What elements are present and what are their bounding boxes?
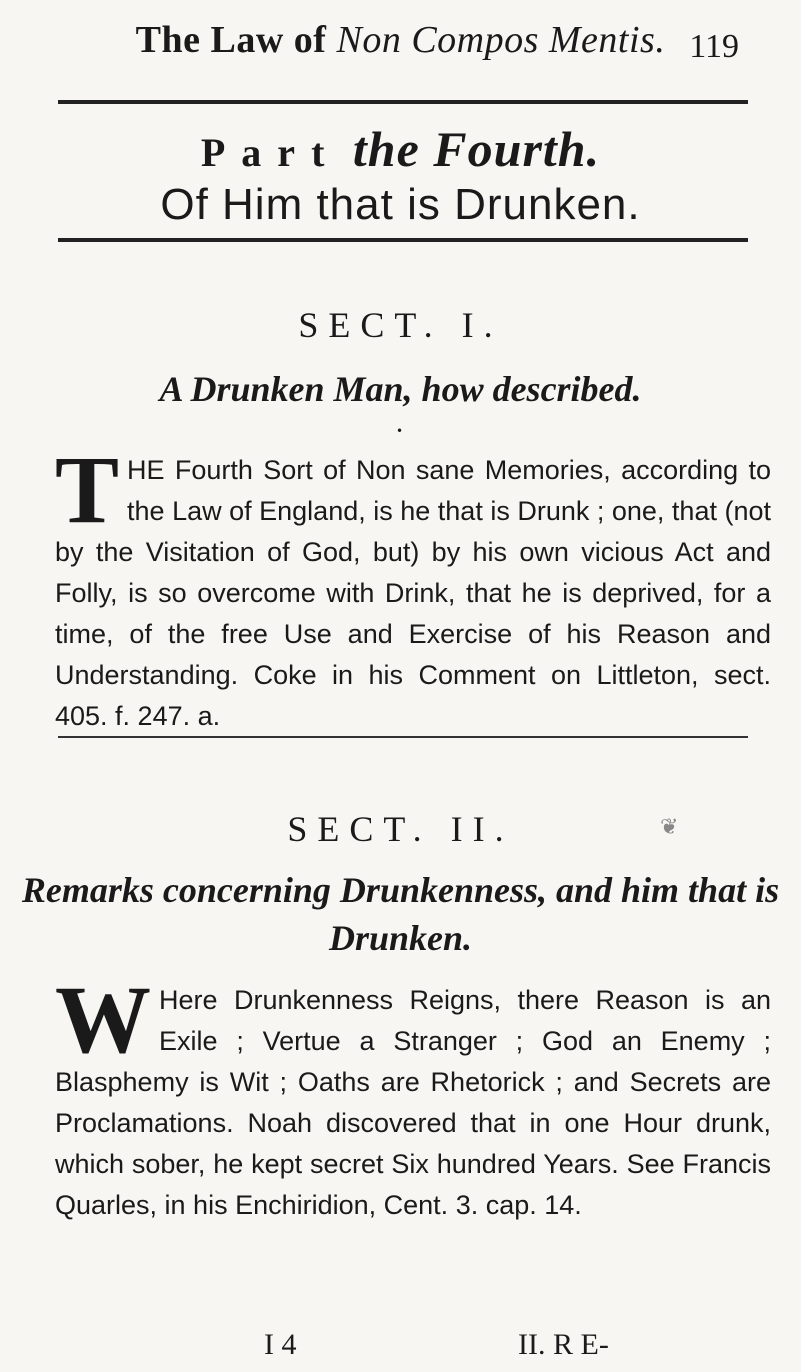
section-2-label: SECT. II. bbox=[287, 809, 514, 849]
section-1-label: SECT. I. bbox=[298, 305, 503, 345]
section-2-dropcap: W bbox=[55, 966, 151, 1073]
section-1-dropcap: T bbox=[55, 436, 120, 543]
section-2-paragraph bbox=[55, 966, 771, 1340]
running-head-blackletter: The Law of bbox=[135, 19, 327, 61]
running-head bbox=[0, 18, 801, 62]
section-1-heading: A Drunken Man, how described. bbox=[159, 369, 642, 409]
part-rule bbox=[58, 238, 748, 242]
header-rule bbox=[58, 100, 748, 104]
section-2-heading: Remarks concerning Drunkenness, and him that is Drunken. bbox=[21, 870, 780, 958]
section-2-body: Here Drunkenness Reigns, there Reason is an Exile ; Vertue a Stranger ; God an Enemy ; Blasphemy is Wit ; Oaths are Rhetorick ; and Secrets are Proclamations. Noah discovered that in one Hour drunk, which sober, he kept secret Six hundred Years. See Francis Quarles, in his Enchiridion, Cent. 3. cap. 14. bbox=[55, 985, 771, 1220]
section-1-body: HE Fourth Sort of Non sane Memories, according to the Law of England, is he that is Drunk ; one, that (not by the Visitation of God, but) by his own vicious Act and Folly, is so overcome with Drink, that he is deprived, for a time, of the free Use and Exercise of his Reason and Understanding. Coke in his Comment on Littleton, sect. 405. f. 247. a. bbox=[55, 455, 771, 731]
signature-mark: I 4 bbox=[264, 1328, 297, 1361]
page-number: 119 bbox=[689, 28, 739, 65]
running-head-italic: Non Compos Mentis. bbox=[336, 19, 666, 61]
section-1-paragraph bbox=[55, 436, 771, 740]
part-title-caps: Part bbox=[200, 130, 341, 175]
leaf-ornament-icon: ❦ bbox=[660, 815, 679, 840]
part-title bbox=[0, 120, 801, 178]
page-footer bbox=[0, 1328, 801, 1368]
catchword: II. R E- bbox=[518, 1328, 609, 1361]
part-subtitle: Of Him that is Drunken. bbox=[160, 180, 641, 229]
bullet-ornament: • bbox=[396, 424, 404, 438]
section-rule bbox=[58, 736, 748, 738]
part-title-italic: the Fourth. bbox=[352, 121, 601, 177]
